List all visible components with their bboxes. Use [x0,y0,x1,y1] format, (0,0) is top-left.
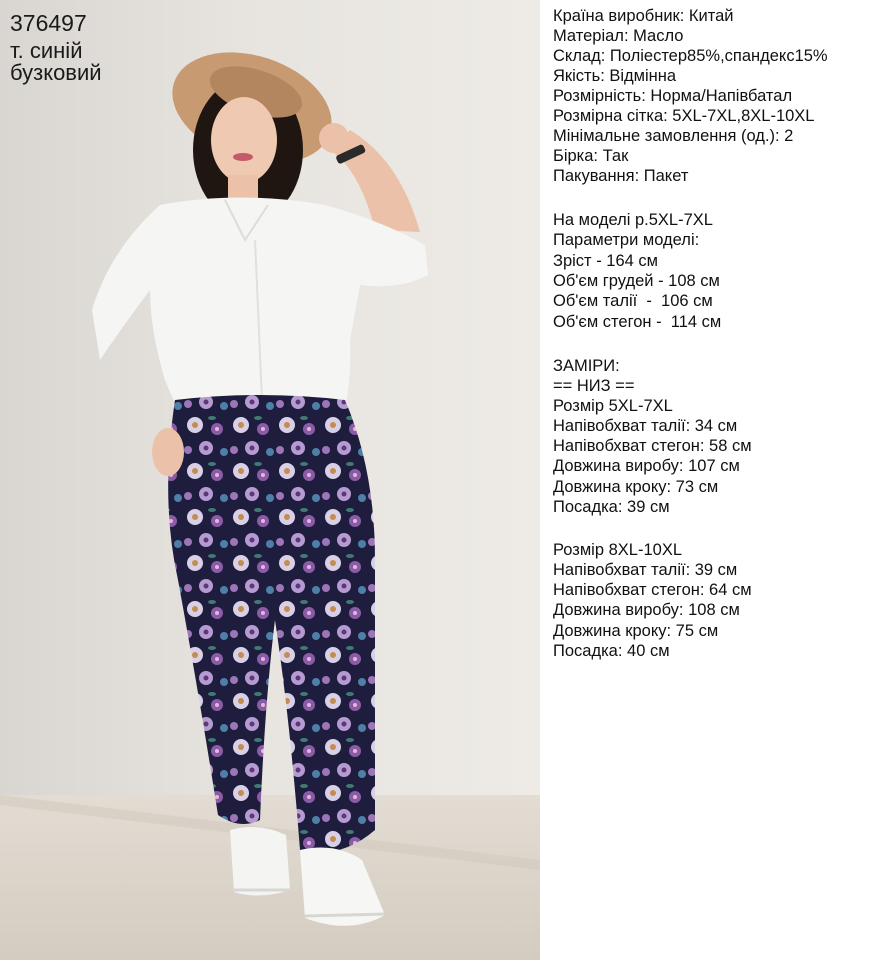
model-line: Об'єм стегон - 114 см [553,313,722,331]
spec-line: Матеріал: Масло [553,27,684,45]
model-line: Об'єм талії - 106 см [553,292,713,310]
size-b-line: Довжина виробу: 108 см [553,601,740,619]
spec-line: Мінімальне замовлення (од.): 2 [553,127,794,145]
size-a-line: Напівобхват стегон: 58 см [553,437,752,455]
spec-line: Пакування: Пакет [553,167,689,185]
size-b-line: Напівобхват стегон: 64 см [553,581,752,599]
size-a-line: Довжина виробу: 107 см [553,457,740,475]
size-a-line: Напівобхват талії: 34 см [553,417,738,435]
size-a-line: Довжина кроку: 73 см [553,478,719,496]
size-b-line: Напівобхват талії: 39 см [553,561,738,579]
product-color-line-1: т. синій [10,38,83,63]
size-b-line: Розмір 8XL-10XL [553,541,682,559]
size-a-line: Розмір 5XL-7XL [553,397,673,415]
model-line: На моделі р.5XL-7XL [553,211,713,229]
size-b-line: Довжина кроку: 75 см [553,622,719,640]
spec-line: Якість: Відмінна [553,67,677,85]
product-color-line-2: бузковий [10,60,102,85]
measurements-title: ЗАМІРИ: [553,357,620,375]
spec-line: Бірка: Так [553,147,629,165]
spec-line: Склад: Поліестер85%,спандекс15% [553,47,828,65]
product-description [553,0,893,960]
product-sku: 376497 [10,10,87,36]
model-line: Зріст - 164 см [553,252,658,270]
model-line: Об'єм грудей - 108 см [553,272,720,290]
spec-line: Розмірна сітка: 5XL-7XL,8XL-10XL [553,107,815,125]
spec-line: Країна виробник: Китай [553,7,734,25]
size-b-line: Посадка: 40 см [553,642,670,660]
measurements-section: == НИЗ == [553,377,635,395]
spec-line: Розмірність: Норма/Напівбатал [553,87,793,105]
size-a-line: Посадка: 39 см [553,498,670,516]
model-line: Параметри моделі: [553,231,700,249]
